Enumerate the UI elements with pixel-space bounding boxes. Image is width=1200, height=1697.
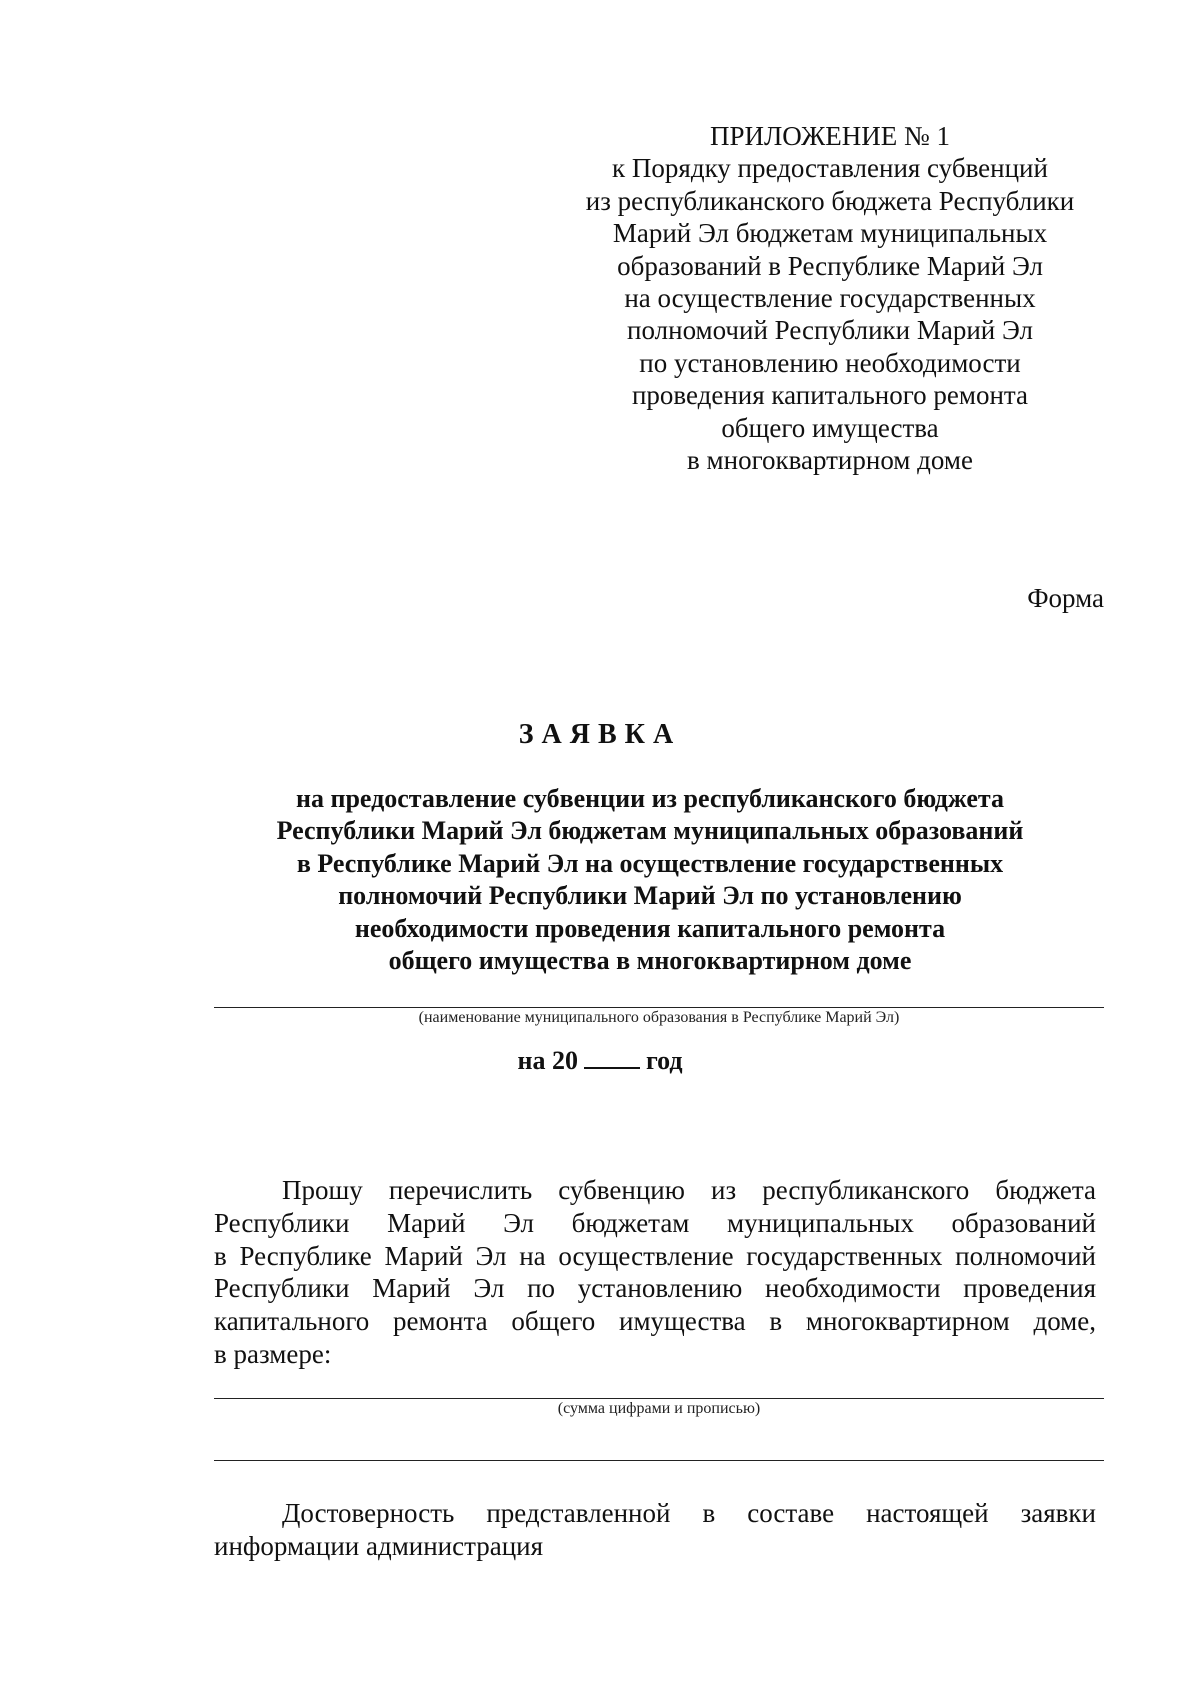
appendix-line: ПРИЛОЖЕНИЕ № 1 xyxy=(709,121,951,151)
amount-caption: (сумма цифрами и прописью) xyxy=(557,1400,761,1417)
request-paragraph xyxy=(214,1174,1096,1371)
paragraph-line: капитального ремонта общего имущества в многоквартирном доме, xyxy=(214,1306,1096,1337)
reliability-paragraph xyxy=(214,1497,1096,1563)
appendix-line: Марий Эл бюджетам муниципальных xyxy=(612,218,1048,249)
paragraph-line: Достоверность представленной в составе настоящей заявки xyxy=(282,1498,1096,1528)
paragraph-line: Республики Марий Эл по установлению необходимости проведения xyxy=(214,1273,1096,1304)
subtitle-line: необходимости проведения капитального ремонта xyxy=(354,913,946,943)
year-line xyxy=(0,1045,1200,1077)
amount-fill-line-2 xyxy=(214,1460,1104,1461)
year-prefix: на 20 xyxy=(517,1046,578,1075)
appendix-line: на осуществление государственных xyxy=(624,283,1036,314)
appendix-line: из республиканского бюджета Республики xyxy=(585,185,1075,216)
appendix-header xyxy=(560,120,1100,476)
appendix-line: по установлению необходимости xyxy=(639,347,1021,378)
paragraph-line: Прошу перечислить субвенцию из республиканского бюджета xyxy=(282,1175,1096,1205)
municipality-fill-line xyxy=(214,1007,1104,1008)
subtitle-line: на предоставление субвенции из республиканского бюджета xyxy=(295,784,1004,813)
appendix-line: образований в Республике Марий Эл xyxy=(617,250,1043,281)
appendix-line: к Порядку предоставления субвенций xyxy=(612,153,1048,184)
paragraph-line: в Республике Марий Эл на осуществление государственных полномочий xyxy=(214,1240,1096,1271)
paragraph-line: информации администрация xyxy=(214,1530,544,1561)
subtitle-line: Республики Марий Эл бюджетам муниципальных образований xyxy=(276,816,1024,846)
paragraph-line: в размере: xyxy=(214,1338,332,1369)
paragraph-line: Республики Марий Эл бюджетам муниципальных образований xyxy=(214,1207,1096,1238)
year-suffix: год xyxy=(645,1046,683,1075)
municipality-caption: (наименование муниципального образования в Республике Марий Эл) xyxy=(418,1009,900,1026)
amount-fill-line xyxy=(214,1398,1104,1399)
appendix-line: общего имущества xyxy=(721,412,939,443)
form-label: Форма xyxy=(1027,583,1104,613)
year-blank xyxy=(584,1045,640,1069)
appendix-line: полномочий Республики Марий Эл xyxy=(627,315,1033,346)
subtitle-line: общего имущества в многоквартирном доме xyxy=(388,946,912,976)
document-subtitle xyxy=(200,783,1100,977)
document-title: ЗАЯВКА xyxy=(518,719,682,750)
appendix-line: проведения капитального ремонта xyxy=(631,380,1029,411)
appendix-line: в многоквартирном доме xyxy=(687,445,973,476)
subtitle-line: в Республике Марий Эл на осуществление государственных xyxy=(296,848,1004,878)
subtitle-line: полномочий Республики Марий Эл по установлению xyxy=(338,881,962,911)
